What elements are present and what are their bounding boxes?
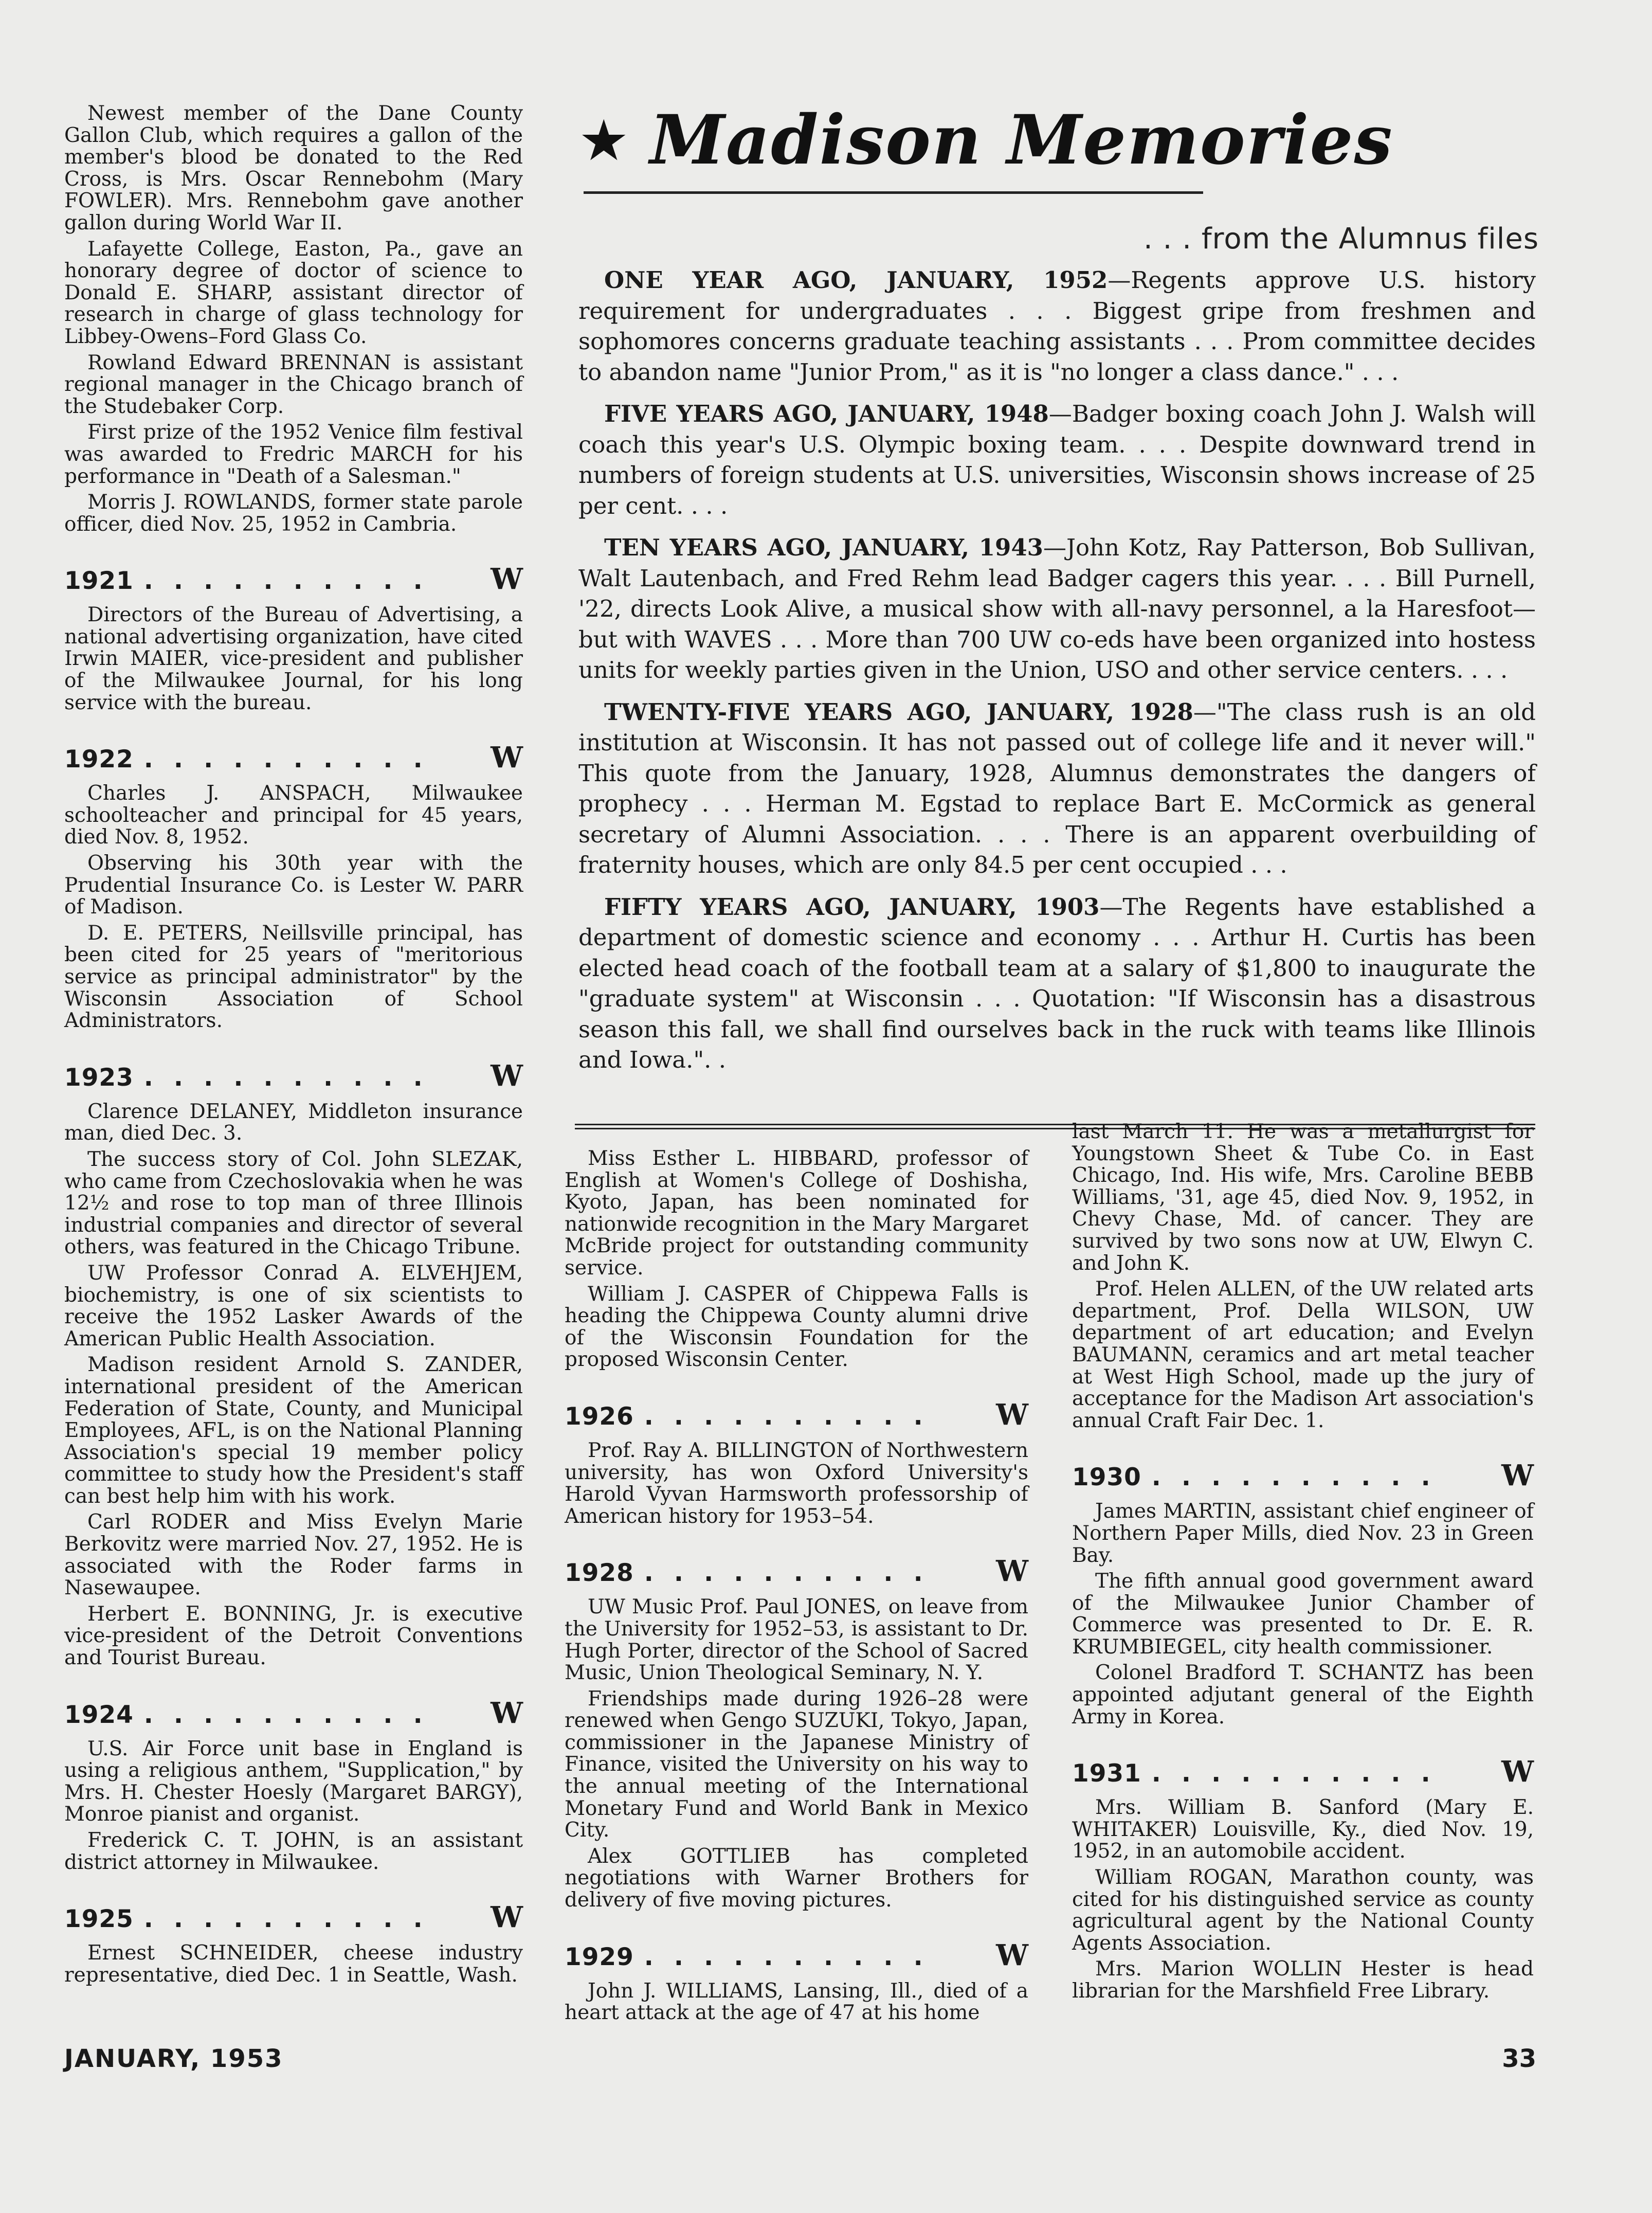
news-item: William ROGAN, Marathon county, was cited for his distinguished service as county agricultural agent by the National County Agents Association. [1072, 1866, 1534, 1955]
w-mark: W [996, 1938, 1028, 1972]
class-year-heading [64, 1900, 523, 1934]
w-mark: W [491, 1696, 523, 1730]
class-year-heading [1072, 1459, 1534, 1492]
middle-column [565, 1148, 1028, 2028]
w-mark: W [996, 1554, 1028, 1589]
memory-entry [578, 399, 1536, 521]
news-item: Friendships made during 1926–28 were renewed when Gengo SUZUKI, Tokyo, Japan, commissioner in the Japanese Ministry of Finance, visited the University on his way to the annual meeting of the International Monetary Fund and World Bank in Mexico City. [565, 1687, 1028, 1842]
class-year: 1922 [64, 745, 134, 774]
memory-text: —John Kotz, Ray Patterson, Bob Sullivan, Walt Lautenbach, and Fred Rehm lead Badger cagers this year. . . . Bill Purnell, '22, directs Look Alive, a musical show with all-navy personnel, a la Haresfoot—but with WAVES . . . More than 700 UW co-eds have been organized into hostess units for weekly parties given in the Union, USO and other service centers. . . . [578, 534, 1536, 683]
news-item: Clarence DELANEY, Middleton insurance man, died Dec. 3. [64, 1100, 523, 1145]
leader-dots: . . . . . . . . . . [143, 745, 429, 774]
news-item: William J. CASPER of Chippewa Falls is heading the Chippewa County alumni drive of the Wisconsin Foundation for the proposed Wisconsin Center. [565, 1282, 1028, 1372]
news-item: The fifth annual good government award of the Milwaukee Junior Chamber of Commerce was presented to Dr. E. R. KRUMBIEGEL, city health commissioner. [1072, 1570, 1534, 1659]
news-item: James MARTIN, assistant chief engineer of Northern Paper Mills, died Nov. 23 in Green Bay. [1072, 1500, 1534, 1567]
news-item: last March 11. He was a metallurgist for Youngstown Sheet & Tube Co. in East Chicago, Ind. His wife, Mrs. Caroline BEBB Williams, '31, age 45, died Nov. 9, 1952, in Chevy Chase, Md. of cancer. They are survived by two sons now at UW, Elwyn C. and John K. [1072, 1120, 1534, 1275]
memory-text: —Badger boxing coach John J. Walsh will coach this year's U.S. Olympic boxing team. . . . Despite downward trend in numbers of foreign students at U.S. universities, Wisconsin shows increase of 25 per cent. . . . [578, 400, 1536, 519]
memory-entry [578, 697, 1536, 880]
class-year: 1921 [64, 567, 134, 596]
leader-dots: . . . . . . . . . . [644, 1942, 929, 1971]
star-icon: ★ [578, 107, 629, 173]
news-item: Charles J. ANSPACH, Milwaukee schoolteacher and principal for 45 years, died Nov. 8, 1952. [64, 782, 523, 849]
footer-date: JANUARY, 1953 [64, 2044, 283, 2073]
class-year: 1928 [565, 1559, 634, 1588]
memory-heading: TWENTY-FIVE YEARS AGO, JANUARY, 1928 [604, 698, 1193, 726]
news-item: Madison resident Arnold S. ZANDER, international president of the American Federation of State, County, and Municipal Employees, AFL, is on the National Planning Association's special 19 member policy committee to study how the President's staff can best help him with his work. [64, 1353, 523, 1508]
class-year-heading [64, 1059, 523, 1093]
news-item: Prof. Ray A. BILLINGTON of Northwestern university, has won Oxford University's Harold Vyvan Harmsworth professorship of American history for 1953–54. [565, 1438, 1028, 1528]
class-year: 1930 [1072, 1463, 1141, 1492]
leader-dots: . . . . . . . . . . [1151, 1759, 1437, 1788]
title-underline [584, 191, 1203, 194]
w-mark: W [1501, 1755, 1534, 1789]
news-item: Miss Esther L. HIBBARD, professor of English at Women's College of Doshisha, Kyoto, Japan, has been nominated for nationwide recognition in the Mary Margaret McBride project for outstanding community service. [565, 1147, 1028, 1280]
news-item: Rowland Edward BRENNAN is assistant regional manager in the Chicago branch of the Studebaker Corp. [64, 351, 523, 418]
news-item: Herbert E. BONNING, Jr. is executive vice-president of the Detroit Conventions and Tourist Bureau. [64, 1602, 523, 1670]
leader-dots: . . . . . . . . . . [1151, 1463, 1437, 1492]
class-year-heading [565, 1554, 1028, 1588]
news-item: UW Professor Conrad A. ELVEHJEM, biochemistry, is one of six scientists to receive the 1952 Lasker Awards of the American Public Health Association. [64, 1261, 523, 1351]
w-mark: W [1501, 1459, 1534, 1493]
w-mark: W [491, 1900, 523, 1935]
memory-text: —The Regents have established a department of domestic science and economy . . . Arthur H. Curtis has been elected head coach of the football team at a salary of $1,800 to inaugurate the "graduate system" at Wisconsin . . . Quotation: "If Wisconsin has a disastrous season this fall, we shall find ourselves back in the ruck with teams like Illinois and Iowa.". . [578, 893, 1536, 1073]
section-title: Madison Memories [649, 100, 1393, 180]
leader-dots: . . . . . . . . . . [143, 1905, 429, 1934]
memory-entry [578, 532, 1536, 686]
class-year-heading [64, 741, 523, 775]
memory-heading: TEN YEARS AGO, JANUARY, 1943 [604, 534, 1043, 561]
leader-dots: . . . . . . . . . . [143, 567, 429, 596]
news-item: Mrs. Marion WOLLIN Hester is head librarian for the Marshfield Free Library. [1072, 1957, 1534, 2003]
section-title-block [578, 100, 1393, 180]
class-year: 1929 [565, 1942, 634, 1971]
memory-text: —"The class rush is an old institution at Wisconsin. It has not passed out of college life and it never will." This quote from the January, 1928, Alumnus demonstrates the dangers of prophecy . . . Herman M. Egstad to replace Bart E. McCormick as general secretary of Alumni Association. . . . There is an apparent overbuilding of fraternity houses, which are only 84.5 per cent occupied . . . [578, 698, 1536, 878]
leader-dots: . . . . . . . . . . [143, 1700, 429, 1729]
memory-entry [578, 265, 1536, 387]
page-number: 33 [1502, 2044, 1536, 2073]
news-item: Ernest SCHNEIDER, cheese industry representative, died Dec. 1 in Seattle, Wash. [64, 1941, 523, 1987]
section-subtitle: . . . from the Alumnus files [1143, 222, 1539, 256]
class-year-heading [64, 562, 523, 596]
leader-dots: . . . . . . . . . . [644, 1402, 929, 1431]
memory-heading: ONE YEAR AGO, JANUARY, 1952 [604, 266, 1108, 294]
class-year-heading [64, 1696, 523, 1730]
news-item: Frederick C. T. JOHN, is an assistant district attorney in Milwaukee. [64, 1829, 523, 1874]
news-item: First prize of the 1952 Venice film festival was awarded to Fredric MARCH for his performance in "Death of a Salesman." [64, 421, 523, 488]
news-item: Alex GOTTLIEB has completed negotiations with Warner Brothers for delivery of five moving pictures. [565, 1844, 1028, 1912]
right-column [1072, 1121, 1534, 2007]
news-item: Morris J. ROWLANDS, former state parole officer, died Nov. 25, 1952 in Cambria. [64, 491, 523, 536]
memory-entry [578, 892, 1536, 1075]
news-item: Newest member of the Dane County Gallon Club, which requires a gallon of the member's blood be donated to the Red Cross, is Mrs. Oscar Rennebohm (Mary FOWLER). Mrs. Rennebohm gave another gallon during World War II. [64, 102, 523, 235]
news-item: U.S. Air Force unit base in England is using a religious anthem, "Supplication," by Mrs. H. Chester Hoesly (Margaret BARGY), Monroe pianist and organist. [64, 1737, 523, 1826]
w-mark: W [491, 1058, 523, 1093]
news-item: Lafayette College, Easton, Pa., gave an honorary degree of doctor of science to Donald E. SHARP, assistant director of research in charge of glass technology for Libbey-Owens–Ford Glass Co. [64, 237, 523, 348]
class-year: 1925 [64, 1905, 134, 1934]
news-item: D. E. PETERS, Neillsville principal, has been cited for 25 years of "meritorious service as principal administrator" by the Wisconsin Association of School Administrators. [64, 921, 523, 1033]
memories-list [578, 265, 1536, 1087]
class-year-heading [565, 1938, 1028, 1972]
class-year-heading [1072, 1755, 1534, 1789]
news-item: Mrs. William B. Sanford (Mary E. WHITAKER) Louisville, Ky., died Nov. 19, 1952, in an automobile accident. [1072, 1796, 1534, 1863]
class-year-heading [565, 1398, 1028, 1432]
w-mark: W [491, 741, 523, 775]
news-item: Carl RODER and Miss Evelyn Marie Berkovitz were married Nov. 27, 1952. He is associated with the Roder farms in Nasewaupee. [64, 1510, 523, 1600]
news-item: Observing his 30th year with the Prudential Insurance Co. is Lester W. PARR of Madison. [64, 852, 523, 919]
class-year: 1926 [565, 1402, 634, 1431]
news-item: Prof. Helen ALLEN, of the UW related arts department, Prof. Della WILSON, UW department of art education; and Evelyn BAUMANN, ceramics and art metal teacher at West High School, made up the jury of acceptance for the Madison Art association's annual Craft Fair Dec. 1. [1072, 1278, 1534, 1432]
w-mark: W [996, 1397, 1028, 1432]
leader-dots: . . . . . . . . . . [143, 1063, 429, 1092]
news-item: Colonel Bradford T. SCHANTZ has been appointed adjutant general of the Eighth Army in Korea. [1072, 1661, 1534, 1729]
class-year: 1931 [1072, 1759, 1141, 1788]
memory-heading: FIFTY YEARS AGO, JANUARY, 1903 [604, 893, 1100, 921]
w-mark: W [491, 562, 523, 597]
news-item: Directors of the Bureau of Advertising, a national advertising organization, have cited Irwin MAIER, vice-president and publisher of the Milwaukee Journal, for his long service with the bureau. [64, 603, 523, 714]
news-item: John J. WILLIAMS, Lansing, Ill., died of a heart attack at the age of 47 at his home [565, 1979, 1028, 2025]
leader-dots: . . . . . . . . . . [644, 1559, 929, 1588]
left-column [64, 103, 523, 1990]
class-year: 1923 [64, 1063, 134, 1092]
memory-heading: FIVE YEARS AGO, JANUARY, 1948 [604, 400, 1049, 427]
news-item: UW Music Prof. Paul JONES, on leave from the University for 1952–53, is assistant to Dr. Hugh Porter, director of the School of Sacred Music, Union Theological Seminary, N. Y. [565, 1595, 1028, 1685]
class-year: 1924 [64, 1700, 134, 1729]
memory-text: —Regents approve U.S. history requirement for undergraduates . . . Biggest gripe from freshmen and sophomores concerns graduate teaching assistants . . . Prom committee decides to abandon name "Junior Prom," as it is "no longer a class dance." . . . [578, 266, 1536, 386]
news-item: The success story of Col. John SLEZAK, who came from Czechoslovakia when he was 12½ and rose to top man of three Illinois industrial companies and director of several others, was featured in the Chicago Tribune. [64, 1147, 523, 1259]
